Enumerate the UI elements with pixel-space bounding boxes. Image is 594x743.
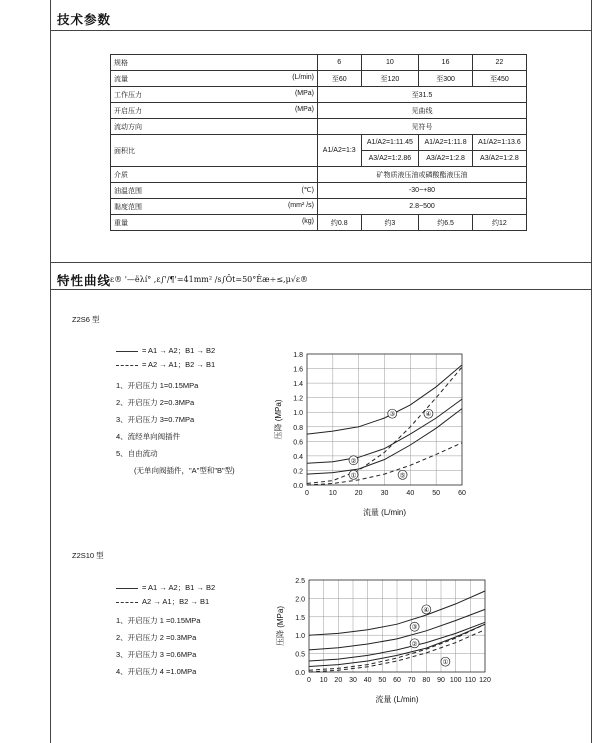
x-tick-label: 10 bbox=[328, 490, 337, 497]
note-item: (无单向阀插件，"A"型和"B"型) bbox=[134, 466, 235, 475]
spec-value: A1/A2=1:11.8 bbox=[419, 135, 473, 151]
spec-value: 至60 bbox=[318, 71, 362, 87]
spec-label-text: 油温范围 bbox=[114, 187, 142, 195]
y-tick-label: 1.2 bbox=[293, 395, 303, 403]
x-tick-label: 40 bbox=[406, 490, 415, 497]
spec-label bbox=[111, 183, 318, 199]
spec-row bbox=[111, 119, 527, 135]
spec-unit: (℃) bbox=[301, 186, 314, 194]
y-tick-label: 0.6 bbox=[293, 439, 303, 447]
spec-label-text: 开启压力 bbox=[114, 107, 142, 115]
x-tick-label: 50 bbox=[432, 490, 441, 497]
chart1-plot bbox=[262, 345, 482, 525]
x-tick-label: 80 bbox=[422, 677, 431, 684]
spec-value: 见曲线 bbox=[318, 103, 527, 119]
spec-value: 2.8~500 bbox=[318, 199, 527, 215]
chart2-notes bbox=[116, 612, 200, 680]
x-tick-label: 120 bbox=[479, 677, 491, 684]
x-tick-label: 20 bbox=[334, 677, 343, 684]
spec-label bbox=[111, 135, 318, 167]
legend-item: = A1 → A2；B1 → B2 bbox=[116, 581, 215, 595]
note-item: 2、开启压力 2=0.3MPa bbox=[116, 398, 195, 407]
spec-label bbox=[111, 199, 318, 215]
x-tick-label: 90 bbox=[437, 677, 445, 684]
note-item: 4、流经单向阀插件 bbox=[116, 432, 181, 441]
series-label: ② bbox=[350, 457, 357, 465]
x-tick-label: 20 bbox=[354, 490, 363, 497]
note-item: 3、开启压力 3 =0.6MPa bbox=[116, 650, 197, 659]
spec-label bbox=[111, 215, 318, 231]
rule-top bbox=[50, 30, 591, 31]
spec-row bbox=[111, 71, 527, 87]
y-tick-label: 0.0 bbox=[293, 483, 303, 490]
series-label: ③ bbox=[411, 624, 418, 632]
spec-label bbox=[111, 87, 318, 103]
chart2-plot bbox=[262, 572, 494, 712]
spec-value: 约6.5 bbox=[419, 215, 473, 231]
y-tick-label: 2.5 bbox=[295, 578, 305, 585]
spec-label-text: 流动方向 bbox=[114, 123, 142, 131]
y-tick-label: 0.0 bbox=[295, 670, 305, 677]
spec-value: A1/A2=1:11.45 bbox=[361, 135, 419, 151]
spec-value: A1/A2=1:13.6 bbox=[472, 135, 526, 151]
series-label: ③ bbox=[389, 411, 396, 419]
spec-value: -30~+80 bbox=[318, 183, 527, 199]
x-tick-label: 30 bbox=[380, 490, 389, 497]
x-tick-label: 60 bbox=[458, 490, 466, 497]
spec-row bbox=[111, 103, 527, 119]
x-tick-label: 60 bbox=[393, 677, 401, 684]
spec-row bbox=[111, 55, 527, 71]
spec-value: 至120 bbox=[361, 71, 419, 87]
note-item: 4、开启压力 4 =1.0MPa bbox=[116, 667, 197, 676]
chart1-notes bbox=[116, 377, 235, 479]
y-tick-label: 1.8 bbox=[293, 352, 303, 359]
spec-value: 16 bbox=[419, 55, 473, 71]
spec-value: 22 bbox=[472, 55, 526, 71]
rule-mid bbox=[50, 262, 591, 263]
spec-label-text: 黏度范围 bbox=[114, 203, 142, 211]
spec-unit: (mm² /s) bbox=[287, 201, 314, 209]
note-item: 2、开启压力 2 =0.3MPa bbox=[116, 633, 197, 642]
legend-item: = A2 → A1；B2 → B1 bbox=[116, 358, 215, 372]
spec-label bbox=[111, 119, 318, 135]
note-item: 1、开启压力 1 =0.15MPa bbox=[116, 616, 201, 625]
spec-row bbox=[111, 167, 527, 183]
series-label: ④ bbox=[425, 411, 432, 419]
chart1-type-label: Z2S6 型 bbox=[72, 315, 100, 324]
series-label: ② bbox=[411, 640, 418, 648]
note-item: 3、开启压力 3=0.7MPa bbox=[116, 415, 195, 424]
note-item: 5、自由流动 bbox=[116, 449, 158, 458]
spec-value: 矿物质液压油或磷酸酯液压油 bbox=[318, 167, 527, 183]
spec-value: 约12 bbox=[472, 215, 526, 231]
x-tick-label: 0 bbox=[305, 490, 309, 497]
spec-value: A3/A2=1:2.86 bbox=[361, 151, 419, 167]
spec-value: 至31.5 bbox=[318, 87, 527, 103]
spec-value: A3/A2=1:2.8 bbox=[472, 151, 526, 167]
legend-item: A2 → A1；B2 → B1 bbox=[116, 595, 215, 609]
spec-label-text: 介质 bbox=[114, 171, 128, 179]
spec-label bbox=[111, 103, 318, 119]
spec-label-text: 规格 bbox=[114, 59, 128, 67]
spec-unit: (MPa) bbox=[294, 105, 314, 113]
spec-value: 见符号 bbox=[318, 119, 527, 135]
spec-label-text: 流量 bbox=[114, 75, 128, 83]
spec-value: 约0.8 bbox=[318, 215, 362, 231]
y-tick-label: 1.0 bbox=[293, 410, 303, 418]
spec-value: 至300 bbox=[419, 71, 473, 87]
series-label: ④ bbox=[423, 606, 430, 614]
chart1-legend bbox=[116, 344, 215, 372]
spec-unit: (L/min) bbox=[292, 73, 314, 81]
spec-row bbox=[111, 215, 527, 231]
spec-row bbox=[111, 135, 527, 151]
y-tick-label: 1.6 bbox=[293, 366, 303, 374]
spec-table bbox=[110, 54, 527, 231]
curve-caption: ε® '—ëλí° ,ε∫'/¶'=41mm² /s∫Ôt=50°Êæ÷≤,μ√ε® bbox=[110, 275, 309, 284]
y-tick-label: 0.8 bbox=[293, 424, 303, 432]
note-item: 1、开启压力 1=0.15MPa bbox=[116, 381, 199, 390]
legend-item: = A1 → A2；B1 → B2 bbox=[116, 344, 215, 358]
spec-label-text: 面积比 bbox=[114, 147, 135, 155]
x-axis-label: 流量 (L/min) bbox=[362, 508, 407, 517]
series-label: ⑤ bbox=[399, 472, 406, 480]
spec-row bbox=[111, 199, 527, 215]
spec-value: A1/A2=1:3 bbox=[318, 135, 362, 167]
x-tick-label: 30 bbox=[349, 677, 357, 684]
series-label: ① bbox=[350, 472, 357, 480]
spec-label-text: 工作压力 bbox=[114, 91, 142, 99]
y-tick-label: 2.0 bbox=[295, 596, 305, 604]
x-tick-label: 110 bbox=[464, 677, 476, 684]
y-tick-label: 0.2 bbox=[293, 468, 303, 476]
spec-value: 约3 bbox=[361, 215, 419, 231]
spec-value: A3/A2=1:2.8 bbox=[419, 151, 473, 167]
x-axis-label: 流量 (L/min) bbox=[375, 695, 419, 704]
spec-row bbox=[111, 183, 527, 199]
series-label: ① bbox=[442, 659, 449, 667]
spec-row bbox=[111, 87, 527, 103]
spec-label-text: 重量 bbox=[114, 219, 128, 227]
x-tick-label: 10 bbox=[319, 677, 328, 684]
y-axis-label: 压降 (MPa) bbox=[276, 606, 285, 646]
x-tick-label: 50 bbox=[378, 677, 387, 684]
spec-value: 6 bbox=[318, 55, 362, 71]
x-tick-label: 0 bbox=[307, 677, 311, 684]
spec-value: 至450 bbox=[472, 71, 526, 87]
y-axis-label: 压降 (MPa) bbox=[274, 399, 283, 440]
y-tick-label: 0.4 bbox=[293, 453, 303, 461]
spec-unit: (MPa) bbox=[294, 89, 314, 97]
y-tick-label: 1.5 bbox=[295, 614, 305, 622]
x-tick-label: 70 bbox=[407, 677, 416, 684]
spec-value: 10 bbox=[361, 55, 419, 71]
chart2-legend bbox=[116, 581, 215, 609]
y-tick-label: 0.5 bbox=[295, 651, 305, 659]
spec-unit: (kg) bbox=[301, 217, 314, 225]
x-tick-label: 100 bbox=[449, 677, 462, 684]
rule-mid2 bbox=[50, 289, 591, 290]
y-tick-label: 1.4 bbox=[293, 381, 303, 389]
section-title-tech: 技术参数 bbox=[57, 12, 112, 27]
spec-label bbox=[111, 167, 318, 183]
y-tick-label: 1.0 bbox=[295, 633, 305, 641]
chart2-type-label: Z2S10 型 bbox=[72, 551, 104, 560]
section-title-curve: 特性曲线 bbox=[57, 273, 112, 288]
spec-label bbox=[111, 71, 318, 87]
spec-label bbox=[111, 55, 318, 71]
x-tick-label: 40 bbox=[363, 677, 372, 684]
